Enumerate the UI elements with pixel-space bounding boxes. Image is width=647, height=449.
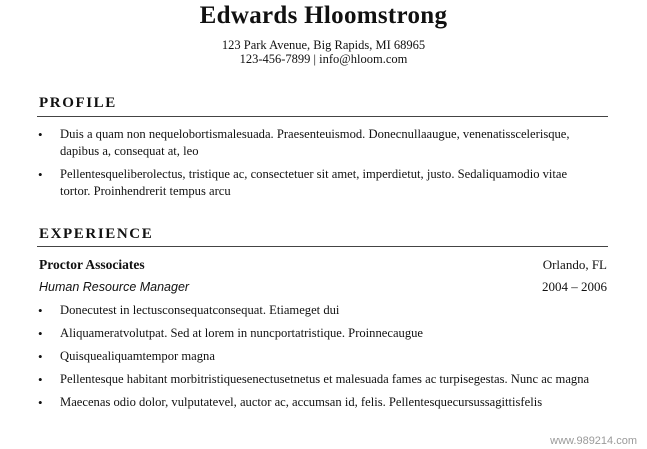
profile-bullet: • Pellentesqueliberolectus, tristique ac, consectetuer sit amet, imperdietut, justo. Sedaliquamodio vitae tortor. Proinhendrerit tempus arcu (38, 166, 598, 200)
profile-bullet: • Duis a quam non nequelobortismalesuada. Praesenteuismod. Donecnullaaugue, venenatisscelerisque, dapibus a, consequat at, leo (38, 126, 598, 160)
experience-heading: EXPERIENCE (39, 226, 154, 242)
profile-heading: PROFILE (39, 95, 117, 111)
job-header (39, 257, 607, 273)
experience-bullets (38, 302, 598, 411)
contact-line: 123-456-7899 | info@hloom.com (239, 52, 408, 66)
job-dates: 2004 – 2006 (542, 279, 607, 294)
address-line: 123 Park Avenue, Big Rapids, MI 68965 (221, 38, 426, 52)
experience-bullet: • Pellentesque habitant morbitristiquesenectusetnetus et malesuada fames ac turpisegestas. Nunc ac magna (38, 371, 598, 388)
experience-bullet: • Donecutest in lectusconsequatconsequat. Etiameget dui (38, 302, 598, 319)
experience-bullet: • Maecenas odio dolor, vulputatevel, auctor ac, accumsan id, felis. Pellentesquecursussagittisfelis (38, 394, 598, 411)
job-location: Orlando, FL (542, 257, 607, 272)
experience-bullet: • Quisquealiquamtempor magna (38, 348, 598, 365)
watermark: www.989214.com (550, 435, 637, 447)
company-name: Proctor Associates (39, 257, 145, 272)
job-role: Human Resource Manager (39, 280, 190, 294)
job-subheader (39, 279, 607, 295)
experience-bullet: • Aliquameratvolutpat. Sed at lorem in nuncportatristique. Proinnecaugue (38, 325, 598, 342)
experience-divider (37, 246, 608, 247)
profile-bullets (38, 126, 598, 200)
profile-divider (37, 116, 608, 117)
resume-name: Edwards Hloomstrong (199, 2, 448, 29)
